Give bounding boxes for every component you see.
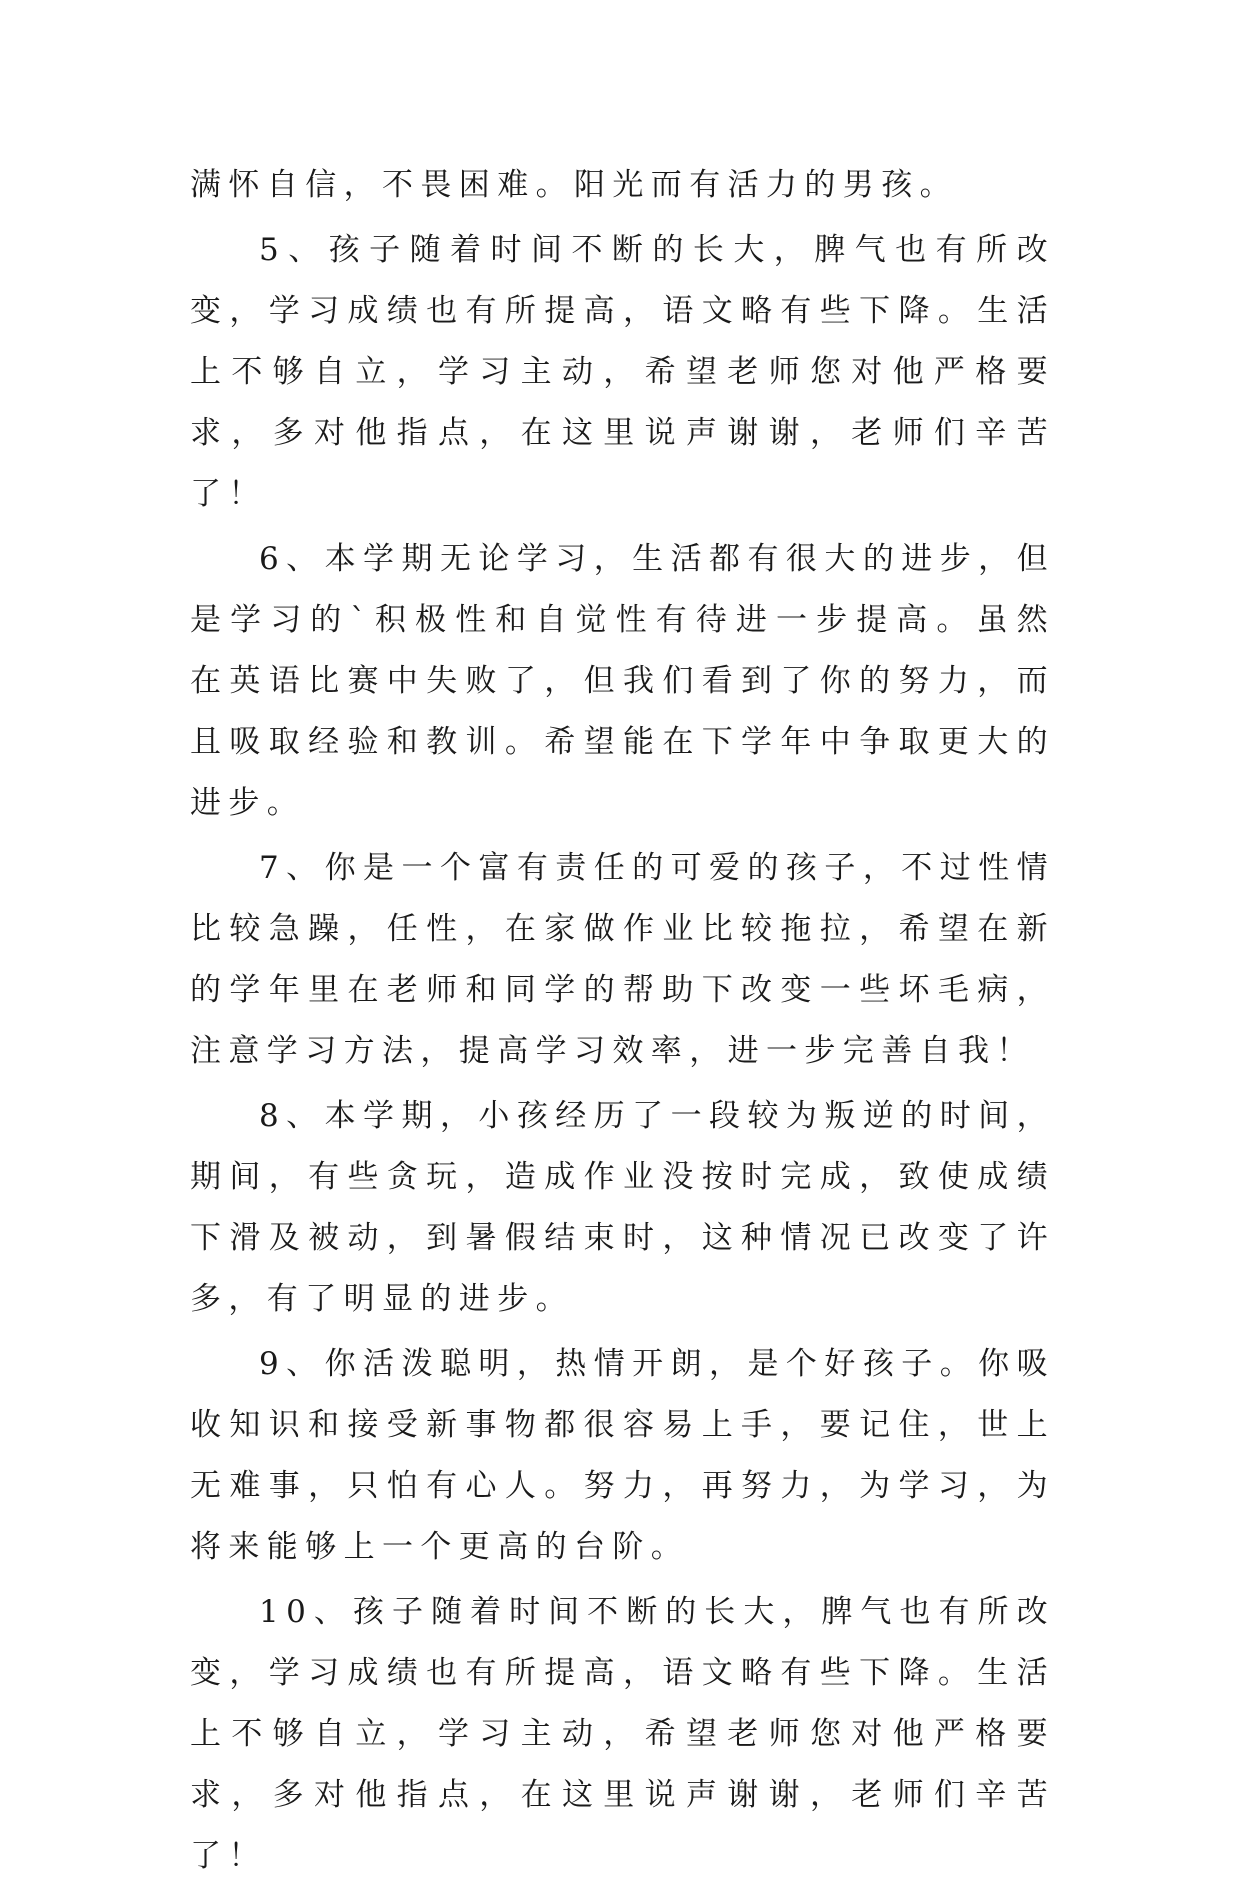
paragraph-item-10: 10、孩子随着时间不断的长大，脾气也有所改变，学习成绩也有所提高，语文略有些下降。生活上不够自立，学习主动，希望老师您对他严格要求，多对他指点，在这里说声谢谢，老师们辛苦了！ — [190, 1594, 1055, 1874]
paragraph-item-6: 6、本学期无论学习，生活都有很大的进步，但是学习的`积极性和自觉性有待进一步提高。虽然在英语比赛中失败了，但我们看到了你的努力，而且吸取经验和教训。希望能在下学年中争取更大的进步。 — [190, 541, 1055, 821]
document-body — [190, 155, 1055, 1891]
paragraph-continuation: 满怀自信，不畏困难。阳光而有活力的男孩。 — [190, 167, 958, 203]
paragraph-item-9: 9、你活泼聪明，热情开朗，是个好孩子。你吸收知识和接受新事物都很容易上手，要记住，世上无难事，只怕有心人。努力，再努力，为学习，为将来能够上一个更高的台阶。 — [190, 1346, 1055, 1565]
paragraph-item-5: 5、孩子随着时间不断的长大，脾气也有所改变，学习成绩也有所提高，语文略有些下降。生活上不够自立，学习主动，希望老师您对他严格要求，多对他指点，在这里说声谢谢，老师们辛苦了！ — [190, 232, 1055, 512]
paragraph-item-7: 7、你是一个富有责任的可爱的孩子，不过性情比较急躁，任性，在家做作业比较拖拉，希望在新的学年里在老师和同学的帮助下改变一些坏毛病，注意学习方法，提高学习效率，进一步完善自我！ — [190, 850, 1055, 1069]
paragraph-item-8: 8、本学期，小孩经历了一段较为叛逆的时间，期间，有些贪玩，造成作业没按时完成，致使成绩下滑及被动，到暑假结束时，这种情况已改变了许多，有了明显的进步。 — [190, 1098, 1055, 1317]
